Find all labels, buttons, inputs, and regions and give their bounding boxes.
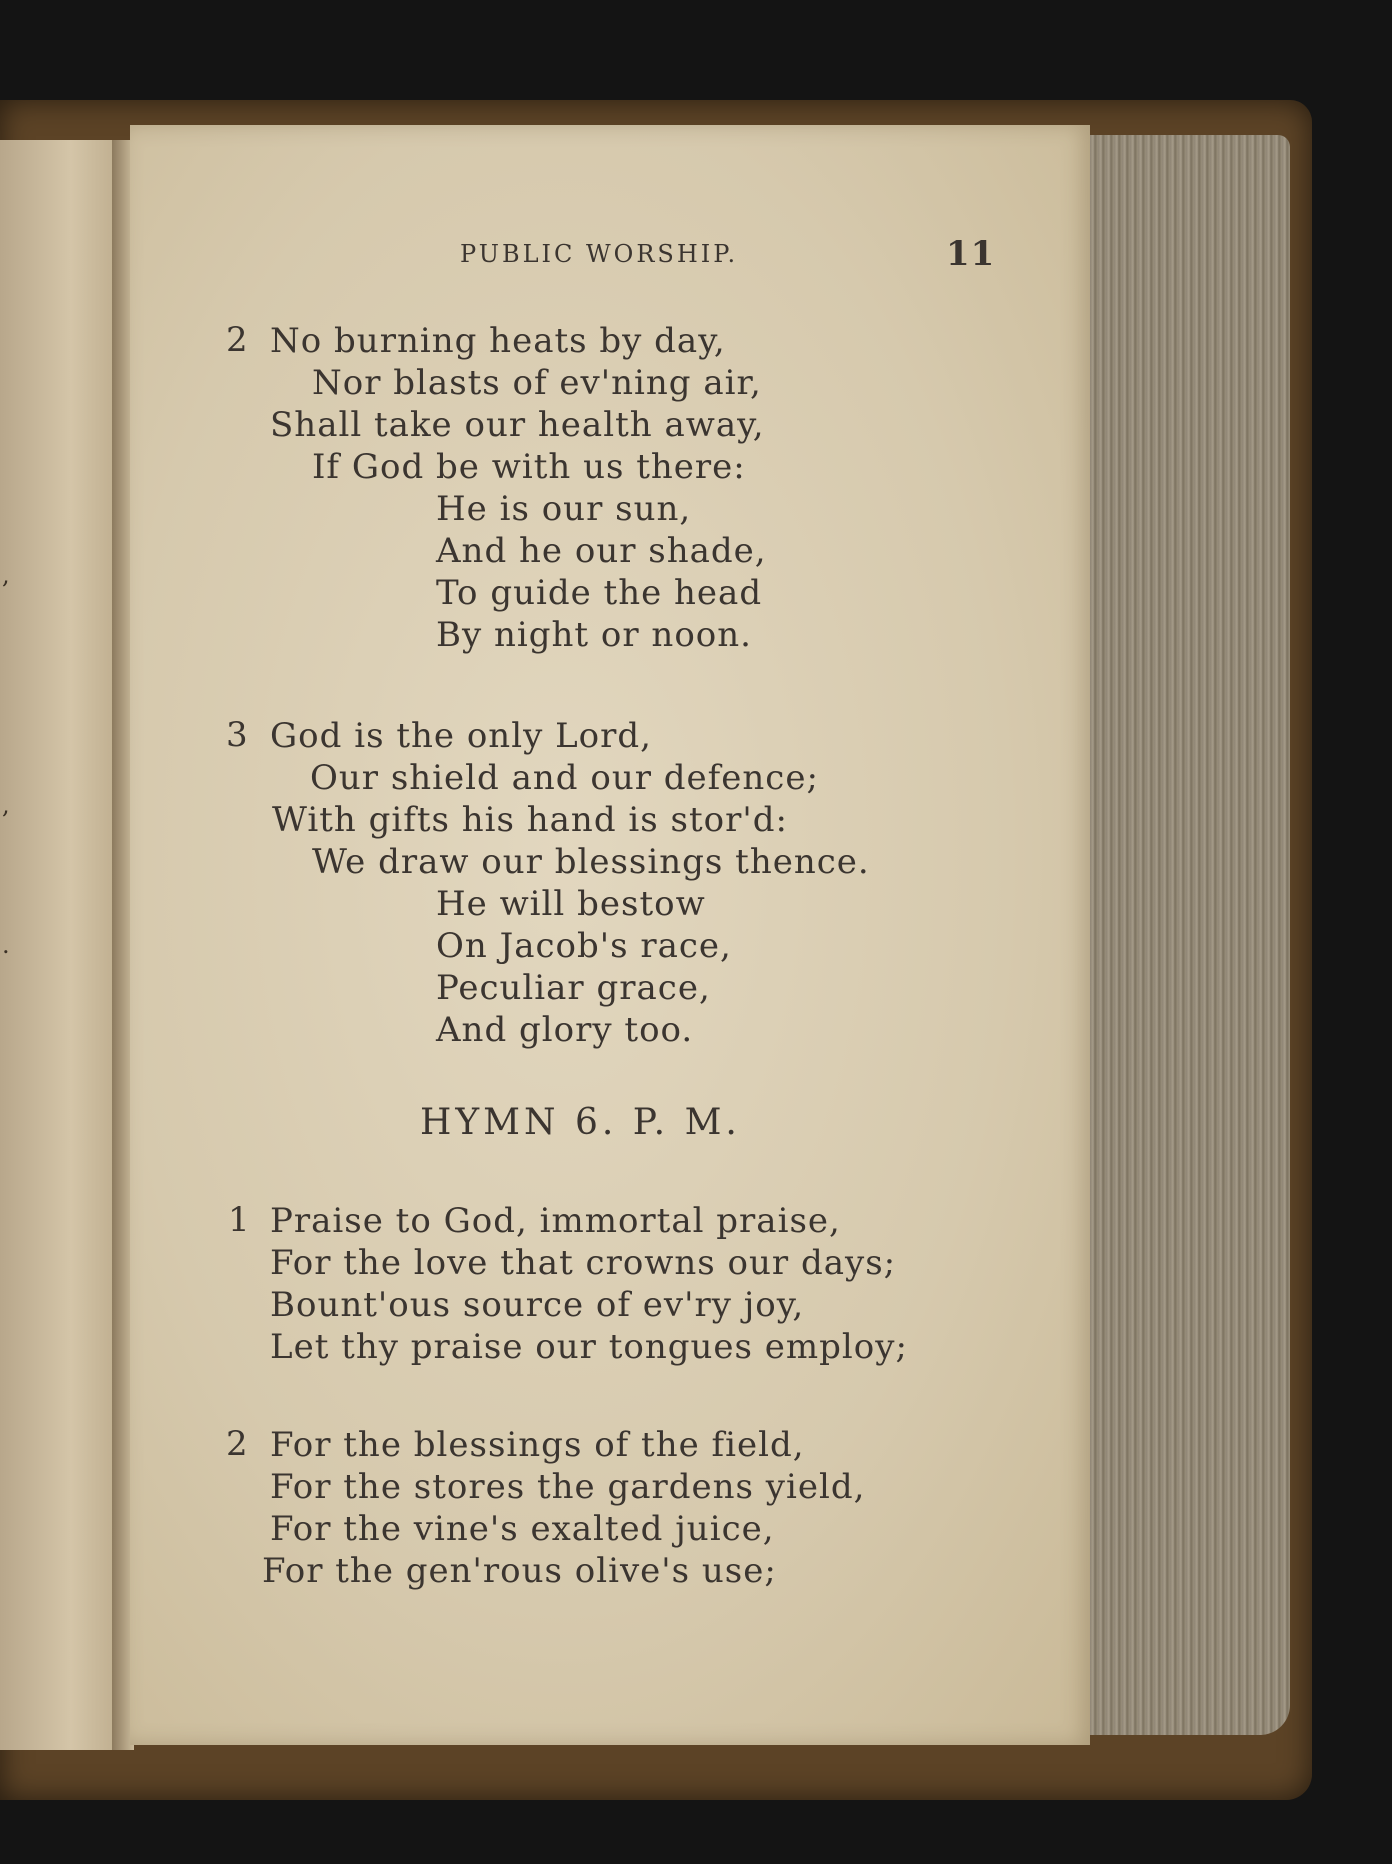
left-page — [0, 140, 118, 1750]
verse-line: We draw our blessings thence. — [312, 842, 870, 882]
verse-line: For the stores the gardens yield, — [270, 1467, 866, 1507]
verse-line: No burning heats by day, — [270, 321, 726, 361]
verse-line: God is the only Lord, — [270, 716, 652, 756]
page-number: 11 — [946, 234, 996, 274]
verse-line: Shall take our health away, — [270, 405, 765, 445]
verse-line: Our shield and our defence; — [310, 758, 819, 798]
verse-line: He is our sun, — [436, 489, 692, 529]
verse-line: By night or noon. — [436, 615, 752, 655]
verse-line: For the blessings of the field, — [270, 1425, 805, 1465]
verse-line: With gifts his hand is stor'd: — [272, 800, 788, 840]
hymn-title: HYMN 6. P. M. — [420, 1102, 741, 1143]
verse-number: 2 — [226, 1424, 248, 1464]
verse-line: Let thy praise our tongues employ; — [270, 1327, 908, 1367]
verse-line: For the love that crowns our days; — [270, 1243, 897, 1283]
verse-line: Peculiar grace, — [436, 968, 711, 1008]
verse-line: And he our shade, — [436, 531, 767, 571]
verse-line: To guide the head — [436, 573, 763, 613]
left-page-mark: , — [2, 561, 10, 589]
verse-line: If God be with us there: — [312, 447, 746, 487]
verse-line: Bount'ous source of ev'ry joy, — [270, 1285, 805, 1325]
verse-line: He will bestow — [436, 884, 706, 924]
page-edges — [1090, 135, 1290, 1735]
verse-line: For the gen'rous olive's use; — [262, 1551, 777, 1591]
left-page-mark: . — [2, 931, 10, 959]
verse-line: And glory too. — [436, 1010, 694, 1050]
running-head: PUBLIC WORSHIP. — [460, 240, 739, 268]
verse-number: 2 — [226, 320, 248, 360]
verse-line: Nor blasts of ev'ning air, — [312, 363, 762, 403]
verse-line: For the vine's exalted juice, — [270, 1509, 775, 1549]
verse-line: Praise to God, immortal praise, — [270, 1201, 841, 1241]
verse-line: On Jacob's race, — [436, 926, 732, 966]
left-page-mark: , — [2, 791, 10, 819]
verse-number: 3 — [226, 715, 248, 755]
verse-number: 1 — [228, 1200, 250, 1240]
